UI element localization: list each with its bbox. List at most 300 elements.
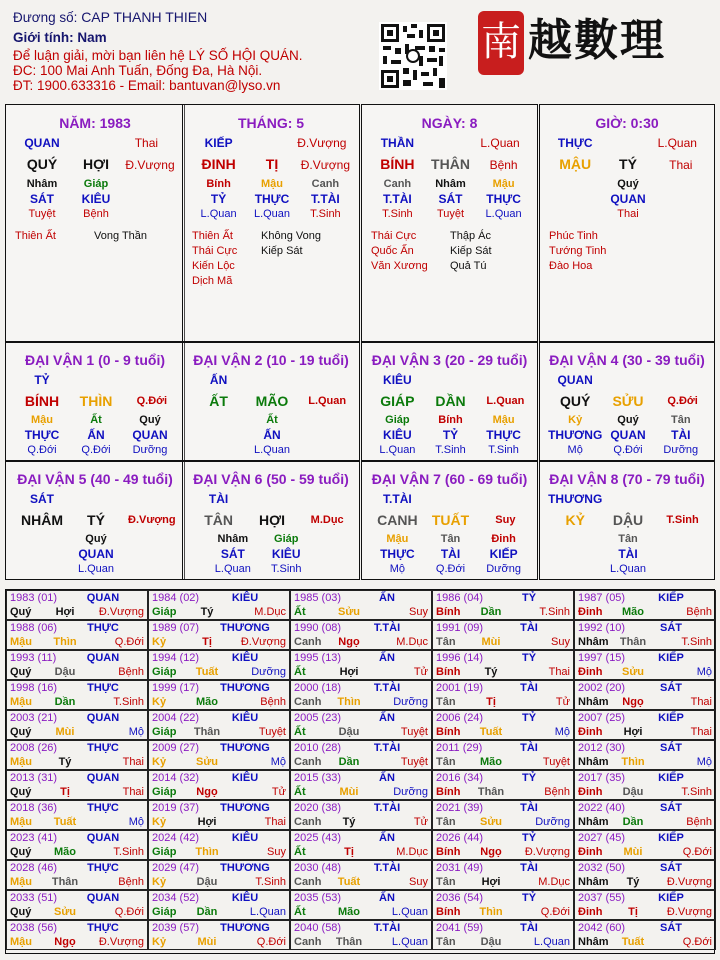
- year-branch: Ngọ: [54, 936, 76, 948]
- year-god: ẤN: [379, 652, 395, 664]
- year-stem: Đinh: [578, 846, 603, 858]
- year-stem: Nhâm: [578, 876, 609, 888]
- year-stem: Ất: [294, 846, 306, 858]
- hidden-god: TÀI: [671, 428, 691, 442]
- hidden-stem: Tân: [440, 533, 461, 545]
- year-state: M.Dục: [396, 636, 428, 648]
- stars-right: [261, 229, 321, 259]
- year-god: THƯƠNG: [220, 742, 270, 754]
- dai-van-box: [361, 342, 538, 461]
- year-stem: Ất: [294, 906, 306, 918]
- year-cell: [6, 860, 148, 890]
- year-label: 2028 (46): [10, 862, 58, 874]
- year-label: 2017 (35): [578, 772, 626, 784]
- hidden-god: TÀI: [440, 547, 461, 561]
- year-branch: Thìn: [621, 756, 645, 768]
- hidden-state: L.Quan: [379, 444, 416, 456]
- year-cell: [148, 710, 290, 740]
- year-god: KIÊU: [231, 652, 259, 664]
- year-cell: [432, 740, 574, 770]
- dai-van-state: Đ.Vượng: [128, 514, 176, 526]
- year-cell: [148, 650, 290, 680]
- year-label: 1998 (16): [10, 682, 58, 694]
- year-stem: Canh: [294, 876, 322, 888]
- year-branch: Dần: [480, 606, 502, 618]
- year-label: 1986 (04): [436, 592, 484, 604]
- year-cell: [574, 650, 716, 680]
- year-branch: Ngọ: [338, 636, 360, 648]
- dai-van-god: THƯƠNG: [548, 492, 603, 506]
- year-label: 1999 (17): [152, 682, 200, 694]
- star-item: Kiếp Sát: [450, 245, 492, 257]
- hidden-stem: Canh: [383, 178, 412, 190]
- pillar-god-left: QUAN: [24, 136, 60, 150]
- year-branch: Mùi: [55, 726, 75, 738]
- year-stem: Ất: [294, 606, 306, 618]
- year-state: Q.Đới: [682, 846, 712, 858]
- hidden-god: T.TÀI: [311, 192, 340, 206]
- year-label: 2031 (49): [436, 862, 484, 874]
- dai-van-god: TỶ: [34, 373, 50, 387]
- year-label: 2027 (45): [578, 832, 626, 844]
- year-cell: [148, 830, 290, 860]
- year-cell: [290, 710, 432, 740]
- year-branch: Mão: [622, 606, 644, 618]
- year-cell: [432, 860, 574, 890]
- dai-van-state: M.Dục: [310, 514, 344, 526]
- year-cell: [574, 830, 716, 860]
- star-item: Tướng Tinh: [549, 245, 607, 257]
- year-label: 2014 (32): [152, 772, 200, 784]
- year-god: TỶ: [521, 772, 537, 784]
- year-stem: Quý: [10, 846, 32, 858]
- year-label: 2034 (52): [152, 892, 200, 904]
- pillar-branch: THÂN: [431, 156, 470, 172]
- year-god: KIÊU: [231, 772, 259, 784]
- year-branch: Dậu: [196, 876, 218, 888]
- year-state: Dưỡng: [393, 786, 428, 798]
- dai-van-state: Suy: [495, 514, 516, 526]
- year-branch: Thân: [335, 936, 363, 948]
- hidden-state: L.Quan: [253, 208, 291, 220]
- year-label: 2037 (55): [578, 892, 626, 904]
- year-stem: Quý: [10, 606, 32, 618]
- year-branch: Tị: [486, 696, 496, 708]
- year-cell: [6, 830, 148, 860]
- stars-left: [549, 229, 606, 274]
- pillar-branch-state: Thai: [669, 158, 693, 172]
- gender-value: Nam: [77, 30, 107, 45]
- year-branch: Tuất: [195, 666, 219, 678]
- year-branch: Mão: [480, 756, 502, 768]
- year-label: 2029 (47): [152, 862, 200, 874]
- label-gender: Giới tính:: [13, 30, 74, 45]
- year-cell: [6, 770, 148, 800]
- hidden-state: T.Sinh: [488, 444, 519, 456]
- year-state: Đ.Vượng: [98, 936, 144, 948]
- year-stem: Bính: [436, 786, 461, 798]
- dai-van-title: ĐẠI VẬN 7 (60 - 69 tuổi): [371, 471, 528, 487]
- hidden-god: QUAN: [132, 428, 168, 442]
- year-stem: Bính: [436, 726, 461, 738]
- year-branch: Mão: [338, 906, 360, 918]
- year-branch: Ngọ: [480, 846, 502, 858]
- year-cell: [290, 650, 432, 680]
- year-label: 1990 (08): [294, 622, 342, 634]
- year-state: Thai: [122, 786, 144, 798]
- year-god: ẤN: [379, 772, 395, 784]
- year-state: Tuyệt: [400, 756, 428, 768]
- dai-van-box: [5, 461, 185, 580]
- hidden-god: THỰC: [254, 192, 290, 206]
- year-state: Bệnh: [260, 696, 286, 708]
- dai-van-stem: GIÁP: [380, 393, 415, 409]
- hidden-stem: Nhâm: [435, 178, 466, 190]
- year-label: 2011 (29): [436, 742, 483, 754]
- dai-van-god: TÀI: [208, 492, 229, 506]
- year-god: TÀI: [520, 682, 538, 694]
- year-stem: Nhâm: [578, 816, 609, 828]
- year-cell: [290, 620, 432, 650]
- year-stem: Đinh: [578, 606, 603, 618]
- year-god: TÀI: [520, 742, 538, 754]
- year-god: QUAN: [86, 652, 120, 664]
- dai-van-title: ĐẠI VẬN 8 (70 - 79 tuổi): [549, 471, 705, 487]
- dai-van-stem: TÂN: [204, 512, 233, 528]
- dai-van-stem: QUÝ: [560, 393, 591, 409]
- year-stem: Mậu: [10, 696, 32, 708]
- year-branch: Ngọ: [196, 786, 218, 798]
- dai-van-box: [539, 461, 715, 580]
- dai-van-stem: CANH: [377, 512, 418, 528]
- year-cell: [148, 920, 290, 950]
- year-cell: [290, 740, 432, 770]
- hidden-state: Q.Đới: [81, 444, 111, 456]
- hidden-stem: Quý: [85, 533, 107, 545]
- year-label: 2022 (40): [578, 802, 626, 814]
- year-branch: Thìn: [479, 906, 503, 918]
- year-god: QUAN: [86, 772, 120, 784]
- year-branch: Dậu: [54, 666, 76, 678]
- year-god: THƯƠNG: [220, 862, 270, 874]
- year-state: Đ.Vượng: [524, 846, 570, 858]
- hidden-state: L.Quan: [77, 563, 115, 575]
- year-god: TỶ: [521, 712, 537, 724]
- dai-van-stem: ẤT: [209, 393, 228, 409]
- year-state: T.Sinh: [113, 696, 144, 708]
- year-cell: [574, 680, 716, 710]
- dai-van-box: [539, 342, 715, 461]
- year-cell: [432, 890, 574, 920]
- hidden-god: ẤN: [87, 428, 105, 442]
- year-cell: [432, 590, 574, 620]
- hidden-god: ẤN: [263, 428, 281, 442]
- year-label: 2033 (51): [10, 892, 58, 904]
- year-stem: Ất: [294, 786, 306, 798]
- pillar-stem: QUÝ: [26, 156, 58, 172]
- year-state: Thai: [122, 756, 144, 768]
- year-branch: Hợi: [197, 816, 217, 828]
- year-label: 2004 (22): [152, 712, 200, 724]
- year-god: THỰC: [87, 802, 119, 814]
- hidden-god: THỰC: [24, 428, 60, 442]
- dai-van-title: ĐẠI VẬN 1 (0 - 9 tuổi): [24, 352, 165, 368]
- hidden-stem: Bính: [438, 414, 463, 426]
- year-cell: [290, 830, 432, 860]
- year-cell: [148, 590, 290, 620]
- pillar-god-right: L.Quan: [657, 136, 697, 150]
- year-god: KIẾP: [658, 712, 684, 724]
- star-item: Kiếp Sát: [261, 245, 303, 257]
- hidden-stem: Kỷ: [568, 414, 583, 426]
- year-stem: Canh: [294, 636, 322, 648]
- year-god: SÁT: [660, 682, 682, 694]
- year-state: Mộ: [270, 756, 286, 768]
- year-stem: Mậu: [10, 816, 32, 828]
- dai-van-state: L.Quan: [308, 395, 347, 407]
- pillar-god-right: Thai: [134, 136, 159, 150]
- hidden-state: Dưỡng: [663, 444, 699, 456]
- year-god: T.TÀI: [373, 682, 401, 694]
- year-god: THƯƠNG: [220, 922, 270, 934]
- year-stem: Kỷ: [152, 816, 167, 828]
- year-stem: Mậu: [10, 936, 32, 948]
- year-cell: [290, 890, 432, 920]
- hidden-stem: Canh: [311, 178, 340, 190]
- year-god: TÀI: [520, 622, 538, 634]
- year-label: 2002 (20): [578, 682, 626, 694]
- year-stem: Ất: [294, 666, 306, 678]
- stars-left: [15, 229, 56, 244]
- year-label: 1995 (13): [294, 652, 342, 664]
- hidden-god: KIÊU: [81, 192, 111, 206]
- pillar-branch-state: Đ.Vượng: [300, 158, 351, 172]
- year-label: 1989 (07): [152, 622, 200, 634]
- hidden-stem: Quý: [617, 414, 639, 426]
- year-label: 2020 (38): [294, 802, 342, 814]
- hidden-state: T.Sinh: [435, 444, 466, 456]
- brand-title: 越數理: [528, 15, 666, 66]
- dai-van-box: [182, 461, 360, 580]
- year-state: Suy: [409, 606, 428, 618]
- year-stem: Tân: [436, 936, 456, 948]
- hidden-state: L.Quan: [609, 563, 647, 575]
- year-stem: Bính: [436, 846, 461, 858]
- year-label: 1991 (09): [436, 622, 484, 634]
- year-god: TỶ: [521, 592, 537, 604]
- year-label: 2025 (43): [294, 832, 342, 844]
- hidden-state: L.Quan: [200, 208, 237, 220]
- year-stem: Canh: [294, 696, 322, 708]
- year-cell: [432, 710, 574, 740]
- year-label: 2005 (23): [294, 712, 342, 724]
- year-label: 2013 (31): [10, 772, 58, 784]
- year-label: 1994 (12): [152, 652, 200, 664]
- year-branch: Dần: [196, 906, 218, 918]
- star-item: Vong Thần: [94, 230, 148, 242]
- year-stem: Tân: [436, 756, 456, 768]
- pillar-branch-state: Đ.Vượng: [125, 158, 175, 172]
- year-state: Bệnh: [118, 876, 144, 888]
- hidden-god: QUAN: [610, 428, 646, 442]
- year-branch: Dần: [54, 696, 76, 708]
- dai-van-title: ĐẠI VẬN 4 (30 - 39 tuổi): [549, 352, 705, 368]
- year-stem: Quý: [10, 906, 32, 918]
- dai-van-god: KIÊU: [383, 373, 412, 387]
- year-label: 2038 (56): [10, 922, 58, 934]
- pillar-branch: TÝ: [619, 156, 637, 172]
- year-branch: Thân: [51, 876, 79, 888]
- year-state: Bệnh: [544, 786, 570, 798]
- year-branch: Hợi: [481, 876, 501, 888]
- year-label: 2008 (26): [10, 742, 58, 754]
- hidden-state: L.Quan: [253, 444, 291, 456]
- year-label: 2023 (41): [10, 832, 58, 844]
- hidden-god: THỰC: [486, 428, 521, 442]
- year-stem: Bính: [436, 906, 461, 918]
- year-cell: [432, 920, 574, 950]
- year-cell: [290, 770, 432, 800]
- dai-van-box: [5, 342, 185, 461]
- year-state: T.Sinh: [681, 636, 712, 648]
- year-god: KIÊU: [231, 712, 259, 724]
- year-god: ẤN: [379, 832, 395, 844]
- pillar-stem: MẬU: [559, 156, 592, 172]
- hidden-stem: Tân: [671, 414, 691, 426]
- year-state: Tuyệt: [400, 726, 428, 738]
- year-branch: Sửu: [195, 756, 219, 768]
- year-god: SÁT: [660, 742, 682, 754]
- pillar-title: THÁNG: 5: [237, 115, 305, 131]
- pillar-box: [182, 104, 360, 342]
- owner-name: CAP THANH THIEN: [81, 9, 208, 25]
- year-branch: Ngọ: [622, 696, 644, 708]
- year-label: 2016 (34): [436, 772, 484, 784]
- year-label: 2001 (19): [436, 682, 484, 694]
- pillar-god-right: Đ.Vượng: [297, 136, 347, 150]
- hidden-stem: Giáp: [83, 178, 109, 190]
- dai-van-branch: SỬU: [612, 393, 644, 409]
- year-cell: [6, 800, 148, 830]
- year-god: KIẾP: [658, 832, 684, 844]
- year-state: Tử: [413, 816, 428, 828]
- year-branch: Tuất: [53, 816, 77, 828]
- year-label: 1993 (11): [10, 652, 57, 664]
- year-cell: [432, 770, 574, 800]
- year-label: 2006 (24): [436, 712, 484, 724]
- year-stem: Mậu: [10, 876, 32, 888]
- year-state: L.Quan: [249, 906, 286, 918]
- year-god: ẤN: [379, 892, 395, 904]
- year-branch: Dậu: [480, 936, 502, 948]
- dai-van-god: ẤN: [209, 373, 228, 387]
- year-cell: [432, 650, 574, 680]
- pillar-title: NGÀY: 8: [421, 115, 478, 131]
- year-cell: [290, 920, 432, 950]
- year-stem: Quý: [10, 666, 32, 678]
- year-cell: [574, 890, 716, 920]
- star-item: Quốc Ấn: [371, 245, 414, 257]
- hidden-god: T.TÀI: [383, 192, 412, 206]
- year-cell: [6, 920, 148, 950]
- year-state: Đ.Vượng: [98, 606, 144, 618]
- pillar-branch: HỢI: [83, 156, 109, 172]
- year-branch: Sửu: [337, 606, 361, 618]
- year-god: TỶ: [521, 832, 537, 844]
- year-cell: [6, 710, 148, 740]
- year-cell: [574, 710, 716, 740]
- year-label: 2026 (44): [436, 832, 484, 844]
- year-stem: Tân: [436, 636, 456, 648]
- year-god: SÁT: [660, 622, 682, 634]
- dai-van-box: [182, 342, 360, 461]
- year-state: Suy: [267, 846, 286, 858]
- year-stem: Giáp: [152, 666, 177, 678]
- year-god: SÁT: [660, 922, 682, 934]
- year-label: 1983 (01): [10, 592, 58, 604]
- year-state: Dưỡng: [251, 666, 286, 678]
- year-god: KIẾP: [658, 592, 684, 604]
- year-stem: Kỷ: [152, 696, 167, 708]
- year-state: Bệnh: [118, 666, 144, 678]
- year-branch: Dậu: [622, 786, 644, 798]
- hidden-stem: Ất: [90, 414, 102, 426]
- brand-seal: 南: [478, 11, 524, 75]
- year-cell: [148, 800, 290, 830]
- pillar-branch: TỊ: [265, 156, 279, 172]
- hidden-state: T.Sinh: [310, 208, 341, 220]
- dai-van-state: L.Quan: [486, 395, 525, 407]
- dai-van-branch: TÝ: [87, 512, 105, 528]
- hidden-stem: Đinh: [491, 533, 516, 545]
- hidden-state: Bệnh: [83, 208, 109, 220]
- year-state: M.Dục: [254, 606, 286, 618]
- year-cell: [574, 620, 716, 650]
- year-stem: Tân: [436, 816, 456, 828]
- year-stem: Ất: [294, 726, 306, 738]
- hidden-stem: Mậu: [261, 178, 283, 190]
- year-label: 2039 (57): [152, 922, 200, 934]
- year-state: T.Sinh: [681, 786, 712, 798]
- year-state: Q.Đới: [682, 936, 712, 948]
- hidden-god: SÁT: [30, 192, 54, 206]
- hidden-state: Q.Đới: [27, 444, 57, 456]
- star-item: Thập Ác: [450, 230, 491, 242]
- year-label: 2015 (33): [294, 772, 342, 784]
- star-item: Thái Cực: [371, 230, 417, 242]
- year-cell: [6, 650, 148, 680]
- year-label: 2019 (37): [152, 802, 200, 814]
- year-cell: [6, 620, 148, 650]
- dai-van-state: Q.Đới: [136, 395, 168, 407]
- year-stem: Kỷ: [152, 756, 167, 768]
- year-stem: Bính: [436, 606, 461, 618]
- year-god: THỰC: [87, 862, 119, 874]
- hidden-stem: Nhâm: [26, 178, 58, 190]
- year-stem: Đinh: [578, 786, 603, 798]
- year-label: 1987 (05): [578, 592, 626, 604]
- year-stem: Nhâm: [578, 756, 609, 768]
- year-label: 1996 (14): [436, 652, 484, 664]
- year-stem: Canh: [294, 816, 322, 828]
- pillar-box: [361, 104, 538, 342]
- year-god: TÀI: [520, 922, 538, 934]
- year-cell: [148, 770, 290, 800]
- year-state: L.Quan: [391, 936, 428, 948]
- year-branch: Sửu: [621, 666, 645, 678]
- year-god: QUAN: [86, 592, 120, 604]
- year-stem: Nhâm: [578, 936, 609, 948]
